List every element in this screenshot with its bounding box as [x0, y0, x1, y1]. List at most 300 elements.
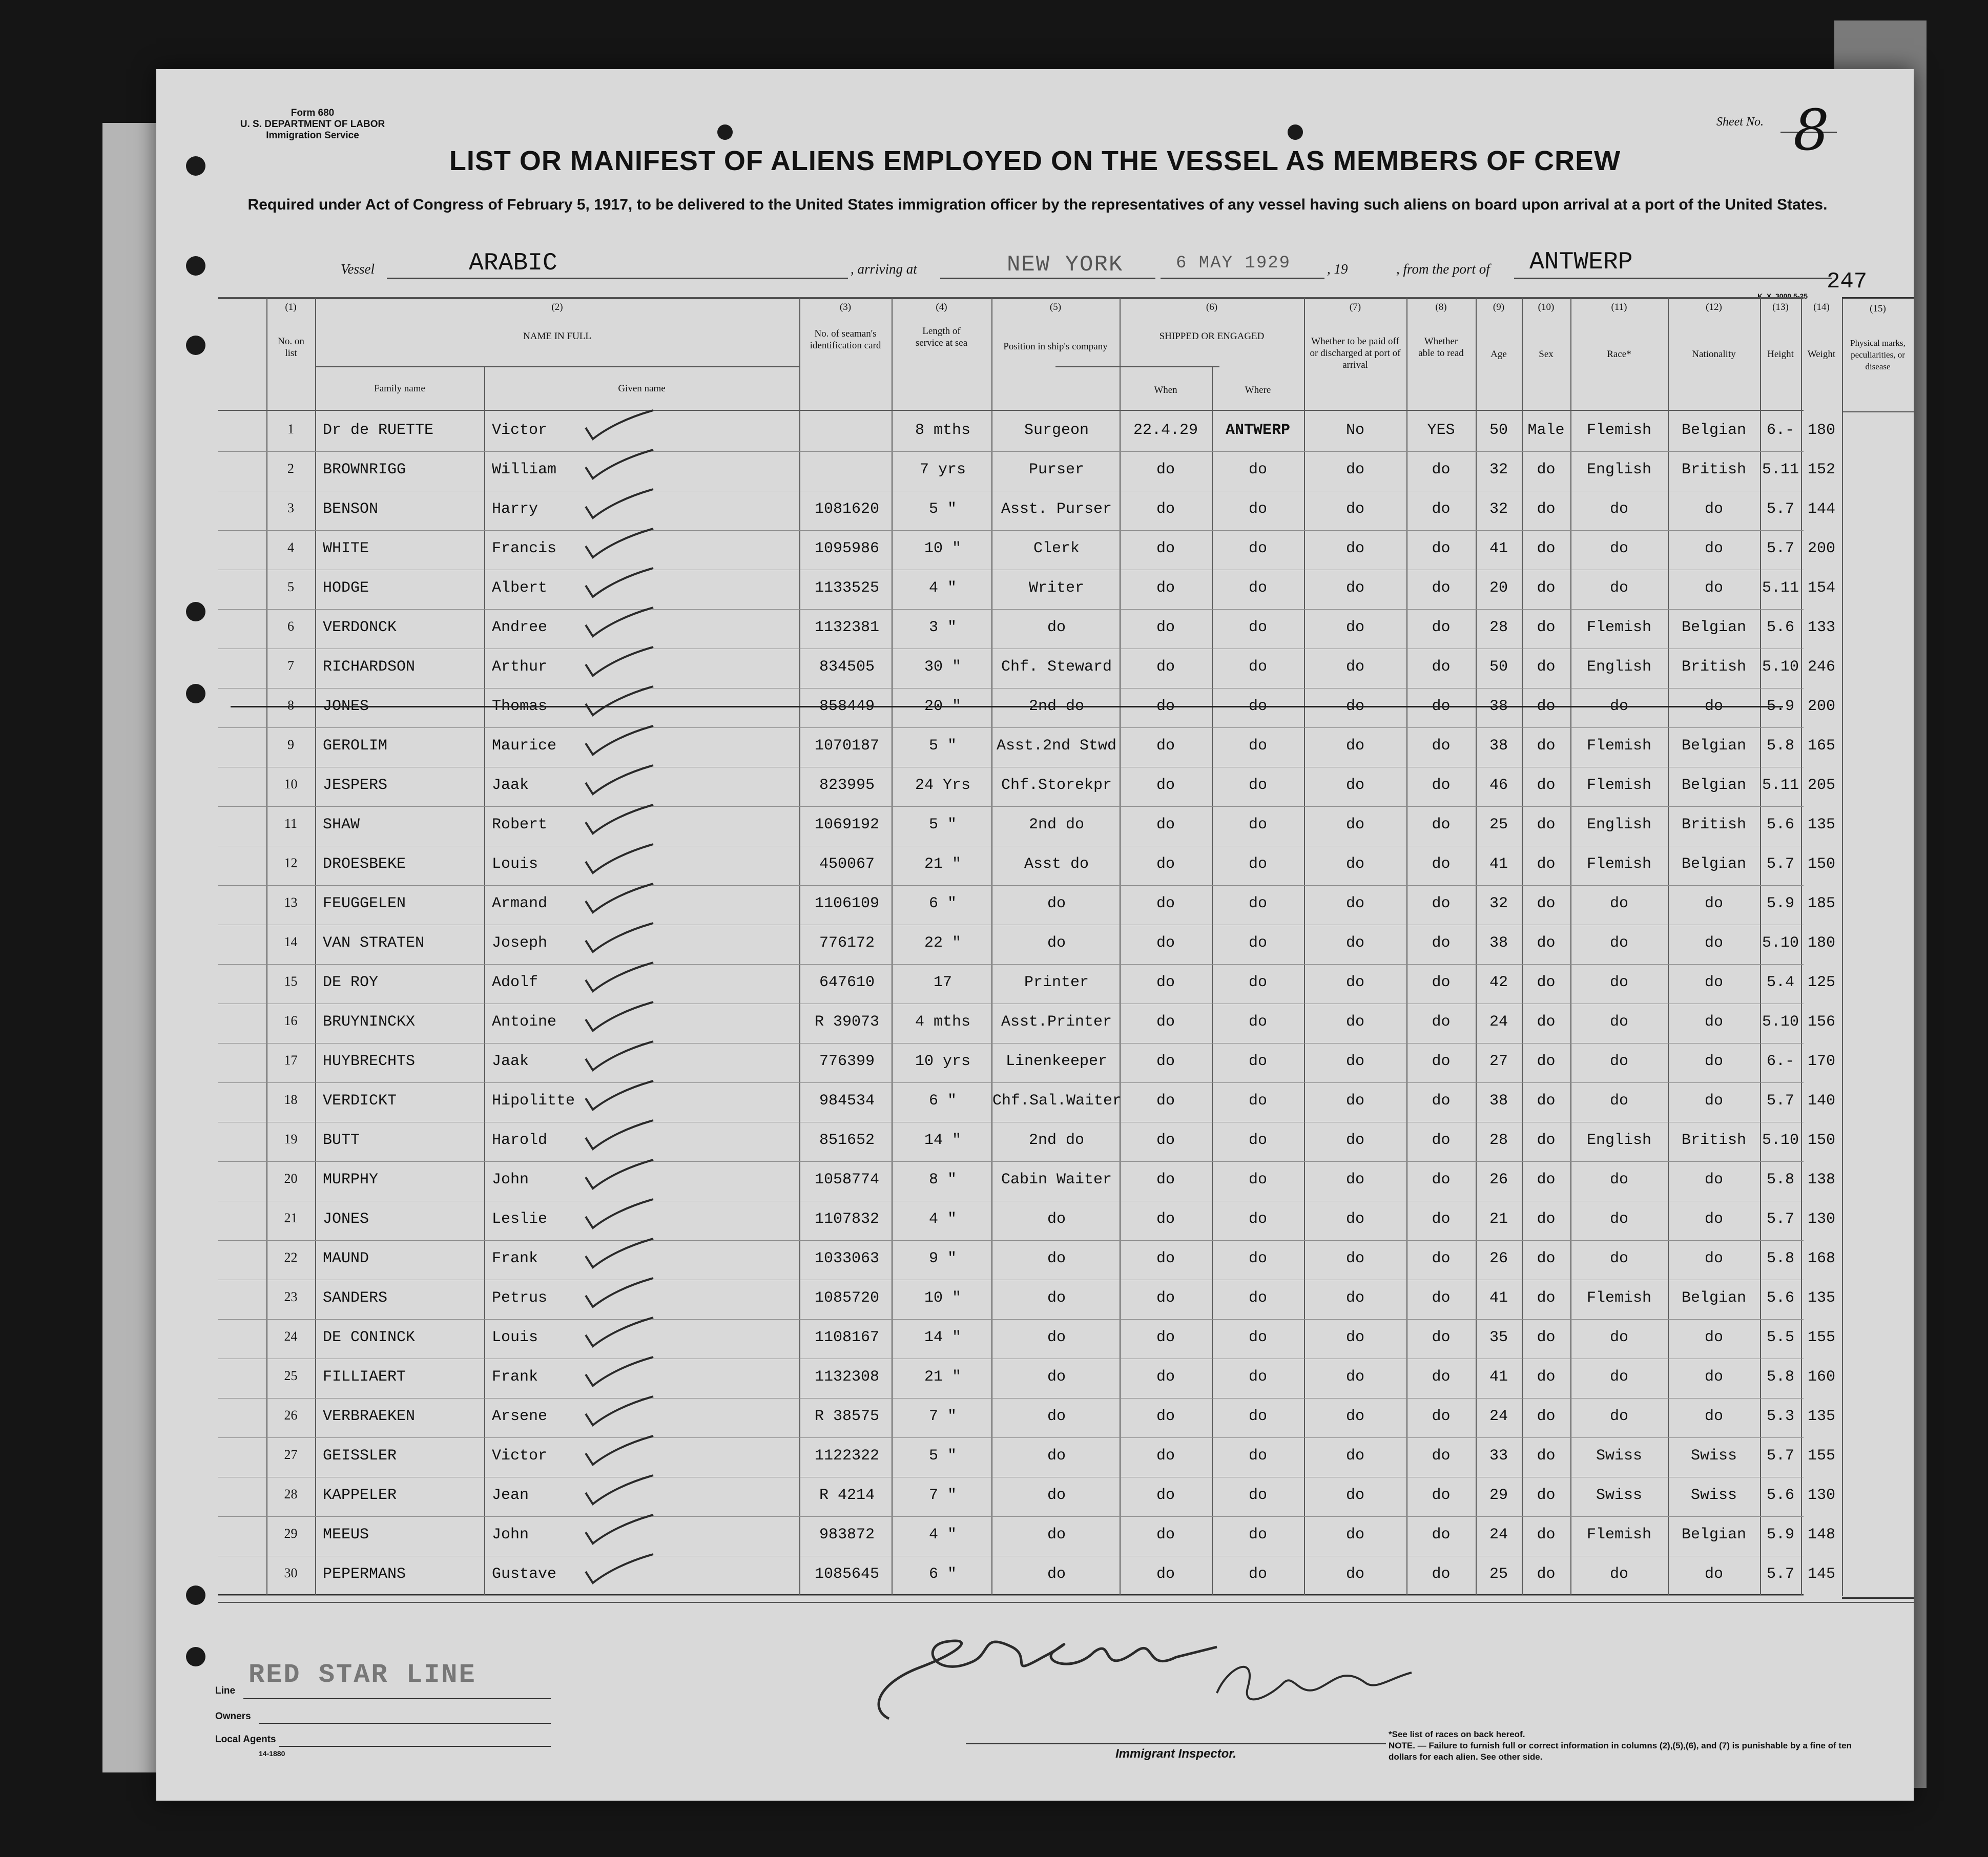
weight: 168 [1807, 1250, 1835, 1267]
shipped-when: do [1156, 737, 1175, 755]
sex: do [1537, 1487, 1556, 1504]
seaman-card: 1132381 [814, 619, 880, 636]
sex: do [1537, 777, 1556, 794]
table-row [218, 1201, 1835, 1241]
race: do [1609, 1013, 1628, 1031]
race: English [1586, 816, 1652, 833]
shipped-where: do [1248, 1013, 1267, 1031]
header-weight: Weight [1807, 349, 1836, 360]
service-length: 7 " [928, 1408, 957, 1425]
shipped-when: do [1156, 1250, 1175, 1267]
shipped-when: do [1156, 1329, 1175, 1346]
seaman-card: 1108167 [814, 1329, 880, 1346]
service-length: 21 " [924, 1368, 961, 1386]
col-num-11: (11) [1611, 302, 1627, 312]
weight: 144 [1807, 500, 1835, 518]
inspector-label: Immigrant Inspector. [1115, 1747, 1237, 1761]
seaman-card: 1069192 [814, 816, 880, 833]
service-length: 8 " [928, 1171, 957, 1188]
shipped-where: do [1248, 1447, 1267, 1465]
service-length: 24 Yrs [915, 777, 971, 794]
sex: do [1537, 1132, 1556, 1149]
table-row [218, 886, 1835, 925]
position: Chf. Steward [1001, 658, 1112, 676]
sex: do [1537, 1013, 1556, 1031]
sex: do [1537, 500, 1556, 518]
age: 41 [1489, 540, 1508, 557]
service-length: 4 " [928, 1211, 957, 1228]
paid-off: do [1345, 1092, 1364, 1110]
row-number: 13 [284, 895, 298, 910]
shipped-where: do [1248, 895, 1267, 912]
seaman-card: 1085720 [814, 1289, 880, 1307]
paid-off: do [1345, 540, 1364, 557]
race: do [1609, 579, 1628, 597]
paid-off: do [1345, 1171, 1364, 1188]
col-num-15: (15) [1870, 303, 1886, 314]
check-mark-icon [582, 683, 658, 719]
paid-off: do [1345, 1329, 1364, 1346]
given-name: Victor [492, 422, 548, 439]
position: Chf.Sal.Waiter [992, 1092, 1122, 1110]
able-to-read: do [1432, 1132, 1451, 1149]
row-number: 30 [284, 1566, 298, 1580]
service-length: 4 " [928, 1526, 957, 1543]
paid-off: do [1345, 816, 1364, 833]
sex: do [1537, 974, 1556, 991]
table-row [218, 767, 1835, 807]
weight: 130 [1807, 1487, 1835, 1504]
given-name: Maurice [492, 737, 557, 755]
header-shipped: SHIPPED OR ENGAGED [1159, 331, 1265, 342]
header-nationality: Nationality [1692, 349, 1736, 360]
race: do [1609, 1368, 1628, 1386]
stamp-number: 247 [1827, 269, 1868, 295]
physical-marks-column [1842, 297, 1914, 1599]
shipped-where: do [1248, 737, 1267, 755]
family-name: KAPPELER [323, 1487, 397, 1504]
nationality: do [1704, 934, 1723, 952]
race: Swiss [1596, 1447, 1642, 1465]
table-row [218, 1083, 1835, 1122]
shipped-where: do [1248, 500, 1267, 518]
given-name: Harold [492, 1132, 548, 1149]
weight: 205 [1807, 777, 1835, 794]
age: 38 [1489, 1092, 1508, 1110]
check-mark-icon [582, 1038, 658, 1074]
row-number: 15 [284, 974, 298, 989]
given-name: Frank [492, 1368, 539, 1386]
age: 21 [1489, 1211, 1508, 1228]
table-row [218, 1162, 1835, 1201]
table-row [218, 452, 1835, 491]
race: Flemish [1586, 619, 1652, 636]
nationality: British [1681, 816, 1747, 833]
sheet-label: Sheet No. [1716, 115, 1764, 129]
row-number: 10 [284, 777, 298, 791]
position: do [1047, 1329, 1066, 1346]
sex: do [1537, 1171, 1556, 1188]
race: do [1609, 934, 1628, 952]
given-name: Albert [492, 579, 548, 597]
height: 5.10 [1762, 1132, 1799, 1149]
able-to-read: do [1432, 1053, 1451, 1070]
sex: do [1537, 1250, 1556, 1267]
agents-code: 14-1880 [259, 1749, 285, 1758]
height: 5.8 [1766, 1368, 1794, 1386]
height: 5.11 [1762, 777, 1799, 794]
paid-off: do [1345, 1566, 1364, 1583]
vessel-label: Vessel [341, 261, 375, 277]
shipped-where: do [1248, 658, 1267, 676]
height: 5.8 [1766, 737, 1794, 755]
paid-off: do [1345, 777, 1364, 794]
shipped-when: do [1156, 619, 1175, 636]
nationality: Belgian [1681, 777, 1747, 794]
family-name: JONES [323, 1211, 369, 1228]
table-row [218, 570, 1835, 610]
service-length: 8 mths [915, 422, 971, 439]
race: do [1609, 1250, 1628, 1267]
row-number: 27 [284, 1447, 298, 1462]
family-name: GEROLIM [323, 737, 388, 755]
family-name: BROWNRIGG [323, 461, 406, 478]
able-to-read: do [1432, 1329, 1451, 1346]
check-mark-icon [582, 644, 658, 680]
col-num-4: (4) [936, 302, 947, 312]
service-length: 4 " [928, 579, 957, 597]
paid-off: do [1345, 1250, 1364, 1267]
nationality: do [1704, 500, 1723, 518]
age: 26 [1489, 1250, 1508, 1267]
shipped-where: do [1248, 698, 1267, 715]
age: 33 [1489, 1447, 1508, 1465]
able-to-read: do [1432, 974, 1451, 991]
nationality: Belgian [1681, 422, 1747, 439]
family-name: MAUND [323, 1250, 369, 1267]
agents-underline [279, 1746, 551, 1747]
row-number: 20 [284, 1171, 298, 1186]
row-number: 25 [284, 1368, 298, 1383]
given-name: William [492, 461, 557, 478]
check-mark-icon [582, 447, 658, 483]
age: 24 [1489, 1408, 1508, 1425]
service-length: 6 " [928, 1566, 957, 1583]
age: 42 [1489, 974, 1508, 991]
race: do [1609, 1171, 1628, 1188]
weight: 170 [1807, 1053, 1835, 1070]
height: 5.10 [1762, 934, 1799, 952]
able-to-read: do [1432, 500, 1451, 518]
check-mark-icon [582, 920, 658, 956]
weight: 246 [1807, 658, 1835, 676]
family-name: PEPERMANS [323, 1566, 406, 1583]
position: Clerk [1033, 540, 1080, 557]
punch-hole [1288, 124, 1303, 140]
service-length: 14 " [924, 1329, 961, 1346]
weight: 135 [1807, 816, 1835, 833]
check-mark-icon [582, 565, 658, 601]
nationality: do [1704, 895, 1723, 912]
age: 28 [1489, 619, 1508, 636]
race: do [1609, 1092, 1628, 1110]
given-name: Armand [492, 895, 548, 912]
given-name: Frank [492, 1250, 539, 1267]
position: do [1047, 619, 1066, 636]
height: 5.9 [1766, 895, 1794, 912]
row-rule [218, 1595, 1804, 1596]
nationality: Belgian [1681, 856, 1747, 873]
family-name: DE CONINCK [323, 1329, 416, 1346]
age: 50 [1489, 658, 1508, 676]
check-mark-icon [582, 526, 658, 561]
weight: 200 [1807, 698, 1835, 715]
family-name: RICHARDSON [323, 658, 416, 676]
race: English [1586, 1132, 1652, 1149]
race: Flemish [1586, 856, 1652, 873]
height: 5.11 [1762, 579, 1799, 597]
owners-label: Owners [215, 1711, 251, 1722]
row-number: 4 [287, 540, 294, 555]
height: 5.7 [1766, 1566, 1794, 1583]
service-length: 6 " [928, 1092, 957, 1110]
header-divider [218, 410, 1804, 411]
height: 5.8 [1766, 1250, 1794, 1267]
weight: 160 [1807, 1368, 1835, 1386]
paid-off: do [1345, 1368, 1364, 1386]
service-length: 4 mths [915, 1013, 971, 1031]
given-name: Robert [492, 816, 548, 833]
age: 41 [1489, 1289, 1508, 1307]
table-row [218, 688, 1835, 728]
check-mark-icon [582, 604, 658, 640]
sex: do [1537, 1211, 1556, 1228]
weight: 133 [1807, 619, 1835, 636]
height: 5.6 [1766, 1289, 1794, 1307]
row-number: 29 [284, 1526, 298, 1541]
able-to-read: do [1432, 658, 1451, 676]
race: Flemish [1586, 777, 1652, 794]
weight: 200 [1807, 540, 1835, 557]
service-length: 5 " [928, 816, 957, 833]
table-row [218, 1556, 1835, 1596]
header-length-service: Length of service at sea [915, 326, 968, 348]
position: do [1047, 1487, 1066, 1504]
race: do [1609, 500, 1628, 518]
shipped-where: do [1248, 1329, 1267, 1346]
seaman-card: 1107832 [814, 1211, 880, 1228]
header-position: Position in ship's company [1003, 341, 1108, 352]
sex: do [1537, 816, 1556, 833]
check-mark-icon [582, 802, 658, 838]
shipped-when: do [1156, 1092, 1175, 1110]
col-num-9: (9) [1493, 302, 1505, 312]
seaman-card: 1070187 [814, 737, 880, 755]
nationality: Belgian [1681, 737, 1747, 755]
able-to-read: do [1432, 856, 1451, 873]
shipped-where: do [1248, 777, 1267, 794]
height: 5.10 [1762, 1013, 1799, 1031]
row-number: 6 [287, 619, 294, 634]
shipped-when: do [1156, 1013, 1175, 1031]
paid-off: do [1345, 1132, 1364, 1149]
weight: 125 [1807, 974, 1835, 991]
paid-off: do [1345, 1211, 1364, 1228]
inspector-signature [858, 1606, 1432, 1739]
punch-hole [717, 124, 733, 140]
check-mark-icon [582, 486, 658, 522]
check-mark-icon [582, 1157, 658, 1193]
row-number: 28 [284, 1487, 298, 1501]
table-row [218, 1517, 1835, 1556]
stamp-small: K. X. 3000 5-25 [1757, 292, 1808, 300]
height: 5.7 [1766, 856, 1794, 873]
family-name: WHITE [323, 540, 369, 557]
family-name: HODGE [323, 579, 369, 597]
from-underline [1514, 278, 1832, 279]
age: 32 [1489, 895, 1508, 912]
line-label: Line [215, 1685, 236, 1696]
family-name: BUTT [323, 1132, 360, 1149]
race: do [1609, 1053, 1628, 1070]
row-number: 7 [287, 658, 294, 673]
row-number: 23 [284, 1289, 298, 1304]
nationality: do [1704, 540, 1723, 557]
position: Linenkeeper [1005, 1053, 1108, 1070]
table-row [218, 491, 1835, 531]
table-row [218, 728, 1835, 767]
sex: do [1537, 658, 1556, 676]
table-row [218, 1044, 1835, 1083]
position: do [1047, 1368, 1066, 1386]
form-identifier [236, 108, 389, 141]
nationality: do [1704, 1566, 1723, 1583]
service-length: 10 " [924, 540, 961, 557]
col-num-3: (3) [839, 302, 852, 312]
col-num-8: (8) [1435, 302, 1447, 312]
height: 5.9 [1766, 698, 1794, 715]
from-port: ANTWERP [1529, 248, 1633, 276]
shipped-where: ANTWERP [1225, 422, 1291, 439]
shipped-where: do [1248, 1250, 1267, 1267]
check-mark-icon [582, 1236, 658, 1271]
agents-label: Local Agents [215, 1734, 276, 1745]
row-number: 8 [287, 698, 294, 713]
age: 32 [1489, 461, 1508, 478]
position: do [1047, 1289, 1066, 1307]
family-name: DROESBEKE [323, 856, 406, 873]
sex: Male [1527, 422, 1565, 439]
check-mark-icon [582, 999, 658, 1035]
table-row [218, 925, 1835, 965]
shipped-when: do [1156, 934, 1175, 952]
shipped-when: do [1156, 895, 1175, 912]
shipped-when: do [1156, 540, 1175, 557]
able-to-read: do [1432, 1092, 1451, 1110]
shipped-when: do [1156, 856, 1175, 873]
service-length: 10 " [924, 1289, 961, 1307]
date-underline [1161, 278, 1324, 279]
able-to-read: do [1432, 1211, 1451, 1228]
service-length: 10 yrs [915, 1053, 971, 1070]
check-mark-icon [582, 723, 658, 759]
shipped-where: do [1248, 856, 1267, 873]
able-to-read: do [1432, 1171, 1451, 1188]
height: 5.3 [1766, 1408, 1794, 1425]
seaman-card: 450067 [819, 856, 875, 873]
nationality: do [1704, 1408, 1723, 1425]
weight: 155 [1807, 1329, 1835, 1346]
nationality: British [1681, 1132, 1747, 1149]
shipped-when: 22.4.29 [1133, 422, 1198, 439]
row-number: 24 [284, 1329, 298, 1344]
seaman-card: 647610 [819, 974, 875, 991]
height: 5.11 [1762, 461, 1799, 478]
shipped-when: do [1156, 1368, 1175, 1386]
given-name: Adolf [492, 974, 539, 991]
given-name: Jaak [492, 1053, 529, 1070]
position: do [1047, 1566, 1066, 1583]
table-row [218, 846, 1835, 886]
check-mark-icon [582, 1433, 658, 1469]
sex: do [1537, 934, 1556, 952]
arrival-date: 6 MAY 1929 [1176, 254, 1291, 273]
paid-off: do [1345, 1289, 1364, 1307]
given-name: Victor [492, 1447, 548, 1465]
nationality: do [1704, 974, 1723, 991]
age: 41 [1489, 856, 1508, 873]
height: 5.6 [1766, 816, 1794, 833]
name-subheader-rule [315, 366, 799, 367]
given-name: John [492, 1171, 529, 1188]
check-mark-icon [582, 407, 658, 443]
paid-off: do [1345, 737, 1364, 755]
paid-off: do [1345, 500, 1364, 518]
age: 26 [1489, 1171, 1508, 1188]
seaman-card: 1132308 [814, 1368, 880, 1386]
shipped-where: do [1248, 934, 1267, 952]
position: do [1047, 1447, 1066, 1465]
race: do [1609, 540, 1628, 557]
shipped-when: do [1156, 1408, 1175, 1425]
seaman-card: 1085645 [814, 1566, 880, 1583]
weight: 156 [1807, 1013, 1835, 1031]
strike-through-line [231, 706, 1783, 707]
position: do [1047, 934, 1066, 952]
vessel-underline [387, 278, 848, 279]
nationality: British [1681, 658, 1747, 676]
service-length: 20 " [924, 698, 961, 715]
manifest-page [156, 69, 1914, 1801]
able-to-read: do [1432, 1487, 1451, 1504]
crew-table [218, 297, 1836, 1596]
age: 27 [1489, 1053, 1508, 1070]
table-row [218, 412, 1835, 452]
able-to-read: do [1432, 1368, 1451, 1386]
check-mark-icon [582, 1275, 658, 1311]
able-to-read: do [1432, 1289, 1451, 1307]
weight: 155 [1807, 1447, 1835, 1465]
check-mark-icon [582, 959, 658, 995]
shipped-when: do [1156, 1211, 1175, 1228]
shipped-where: do [1248, 1092, 1267, 1110]
sex: do [1537, 856, 1556, 873]
age: 50 [1489, 422, 1508, 439]
shipped-when: do [1156, 1526, 1175, 1543]
sex: do [1537, 579, 1556, 597]
seaman-card: 1095986 [814, 540, 880, 557]
position: Writer [1028, 579, 1085, 597]
